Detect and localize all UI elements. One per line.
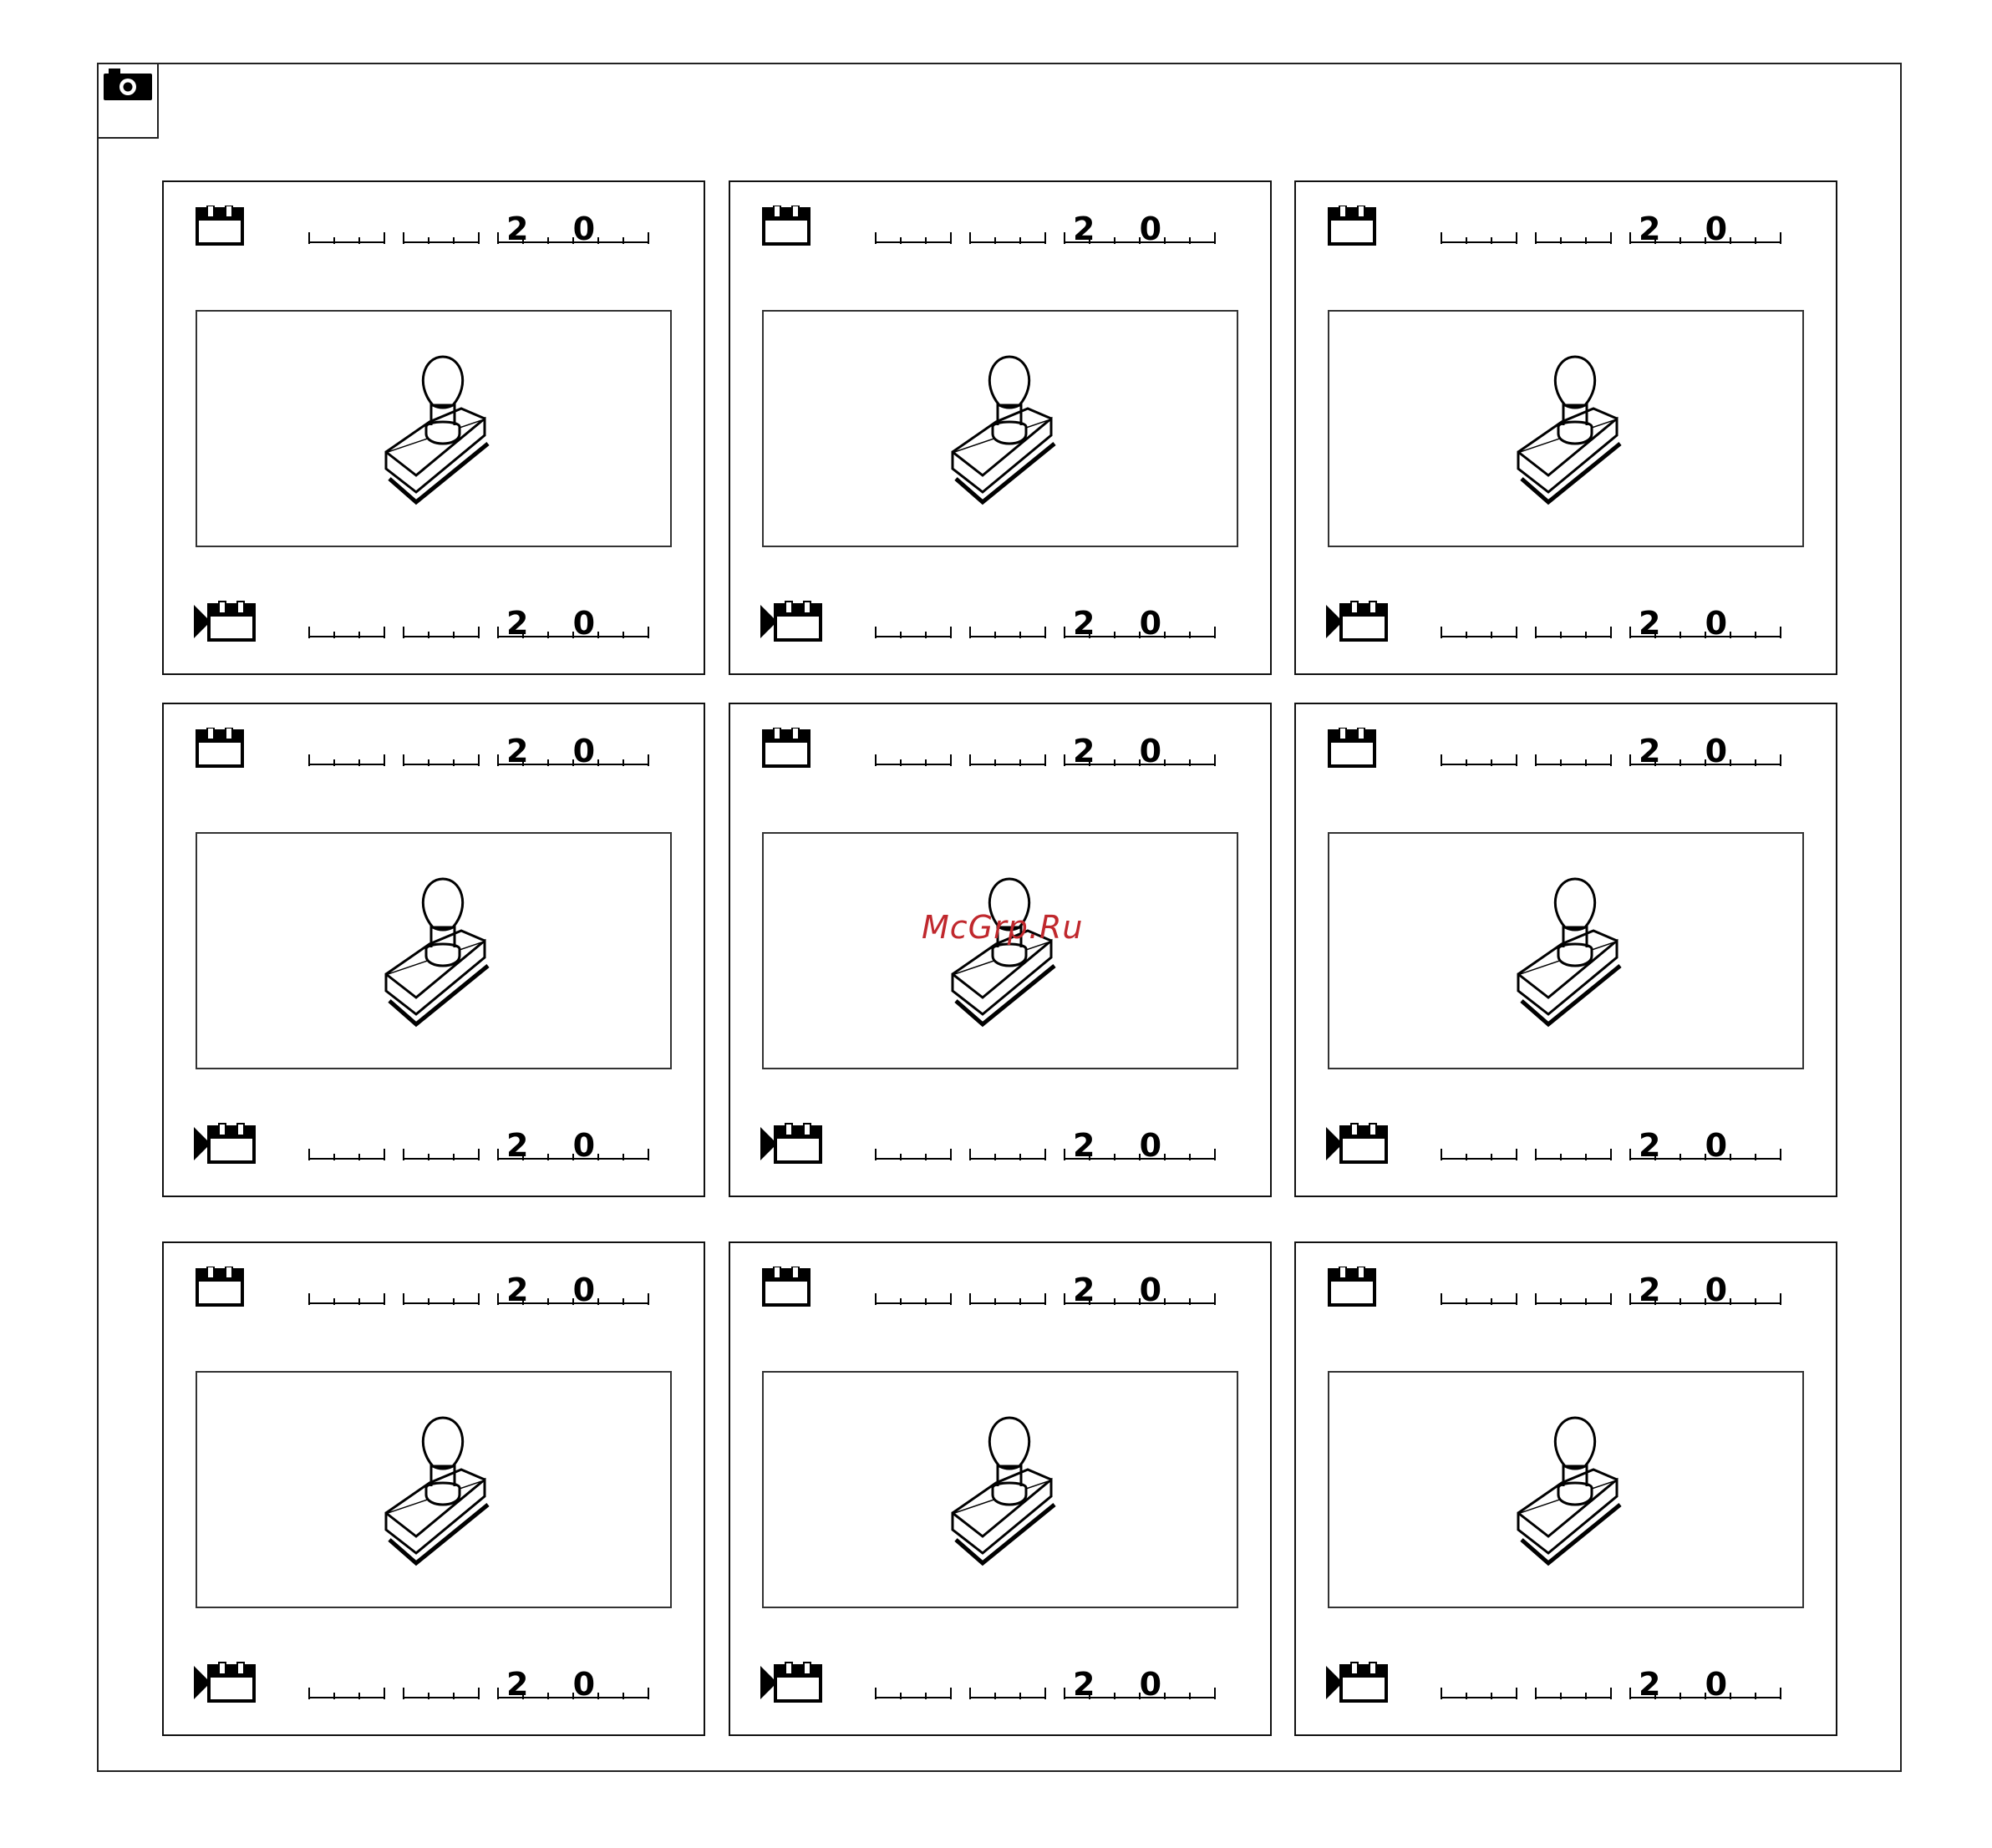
stamp-icon — [381, 876, 494, 1030]
end-year-prefix: 2 0 — [506, 1127, 612, 1164]
start-date-field — [307, 212, 658, 246]
photo-placeholder — [1328, 832, 1804, 1069]
date-card — [729, 703, 1272, 1197]
play-calendar-icon — [1326, 600, 1390, 643]
calendar-icon — [196, 728, 244, 768]
start-date-field — [307, 1273, 658, 1307]
end-date-field — [874, 1129, 1225, 1162]
stamp-icon — [948, 1414, 1060, 1569]
calendar-icon — [762, 728, 811, 768]
end-date-field — [307, 1668, 658, 1701]
play-calendar-icon — [194, 1122, 257, 1165]
start-year-prefix: 2 0 — [506, 1272, 612, 1308]
start-year-prefix: 2 0 — [1639, 1272, 1745, 1308]
photo-placeholder — [762, 1371, 1238, 1608]
start-year-prefix: 2 0 — [1073, 211, 1179, 247]
stamp-icon — [381, 353, 494, 508]
stamp-icon — [1513, 876, 1626, 1030]
play-calendar-icon — [760, 1661, 824, 1704]
play-calendar-icon — [760, 600, 824, 643]
photo-placeholder — [196, 832, 672, 1069]
end-date-field — [874, 1668, 1225, 1701]
calendar-icon — [1328, 1267, 1376, 1307]
photo-placeholder — [196, 1371, 672, 1608]
start-year-prefix: 2 0 — [1073, 733, 1179, 769]
play-calendar-icon — [194, 600, 257, 643]
start-date-field — [874, 212, 1225, 246]
photo-placeholder — [1328, 310, 1804, 547]
start-date-field — [1440, 212, 1791, 246]
end-date-field — [307, 1129, 658, 1162]
date-card — [162, 1241, 705, 1736]
stamp-icon — [381, 1414, 494, 1569]
play-calendar-icon — [194, 1661, 257, 1704]
start-date-field — [1440, 734, 1791, 768]
end-date-field — [1440, 1668, 1791, 1701]
start-year-prefix: 2 0 — [506, 211, 612, 247]
calendar-icon — [762, 206, 811, 246]
stamp-icon — [948, 876, 1060, 1030]
date-card — [1294, 1241, 1837, 1736]
photo-placeholder — [762, 832, 1238, 1069]
end-date-field — [1440, 607, 1791, 640]
start-date-field — [874, 734, 1225, 768]
photo-placeholder — [196, 310, 672, 547]
calendar-icon — [762, 1267, 811, 1307]
play-calendar-icon — [1326, 1122, 1390, 1165]
calendar-icon — [1328, 206, 1376, 246]
end-year-prefix: 2 0 — [1073, 1127, 1179, 1164]
start-year-prefix: 2 0 — [1073, 1272, 1179, 1308]
stamp-icon — [1513, 353, 1626, 508]
end-year-prefix: 2 0 — [1639, 605, 1745, 642]
date-card — [729, 1241, 1272, 1736]
calendar-icon — [196, 1267, 244, 1307]
end-year-prefix: 2 0 — [506, 1666, 612, 1703]
end-year-prefix: 2 0 — [506, 605, 612, 642]
date-card — [1294, 180, 1837, 675]
photo-placeholder — [1328, 1371, 1804, 1608]
start-year-prefix: 2 0 — [1639, 733, 1745, 769]
watermark-text: McGrp.Ru — [922, 909, 1084, 946]
calendar-icon — [196, 206, 244, 246]
start-date-field — [1440, 1273, 1791, 1307]
end-year-prefix: 2 0 — [1073, 1666, 1179, 1703]
end-date-field — [307, 607, 658, 640]
start-year-prefix: 2 0 — [506, 733, 612, 769]
photo-placeholder — [762, 310, 1238, 547]
end-year-prefix: 2 0 — [1639, 1666, 1745, 1703]
calendar-icon — [1328, 728, 1376, 768]
end-date-field — [874, 607, 1225, 640]
start-date-field — [307, 734, 658, 768]
date-card — [1294, 703, 1837, 1197]
play-calendar-icon — [760, 1122, 824, 1165]
date-card — [162, 180, 705, 675]
play-calendar-icon — [1326, 1661, 1390, 1704]
camera-icon — [104, 69, 152, 100]
date-card — [729, 180, 1272, 675]
start-date-field — [874, 1273, 1225, 1307]
stamp-icon — [1513, 1414, 1626, 1569]
end-year-prefix: 2 0 — [1639, 1127, 1745, 1164]
stamp-icon — [948, 353, 1060, 508]
end-date-field — [1440, 1129, 1791, 1162]
end-year-prefix: 2 0 — [1073, 605, 1179, 642]
date-card — [162, 703, 705, 1197]
start-year-prefix: 2 0 — [1639, 211, 1745, 247]
